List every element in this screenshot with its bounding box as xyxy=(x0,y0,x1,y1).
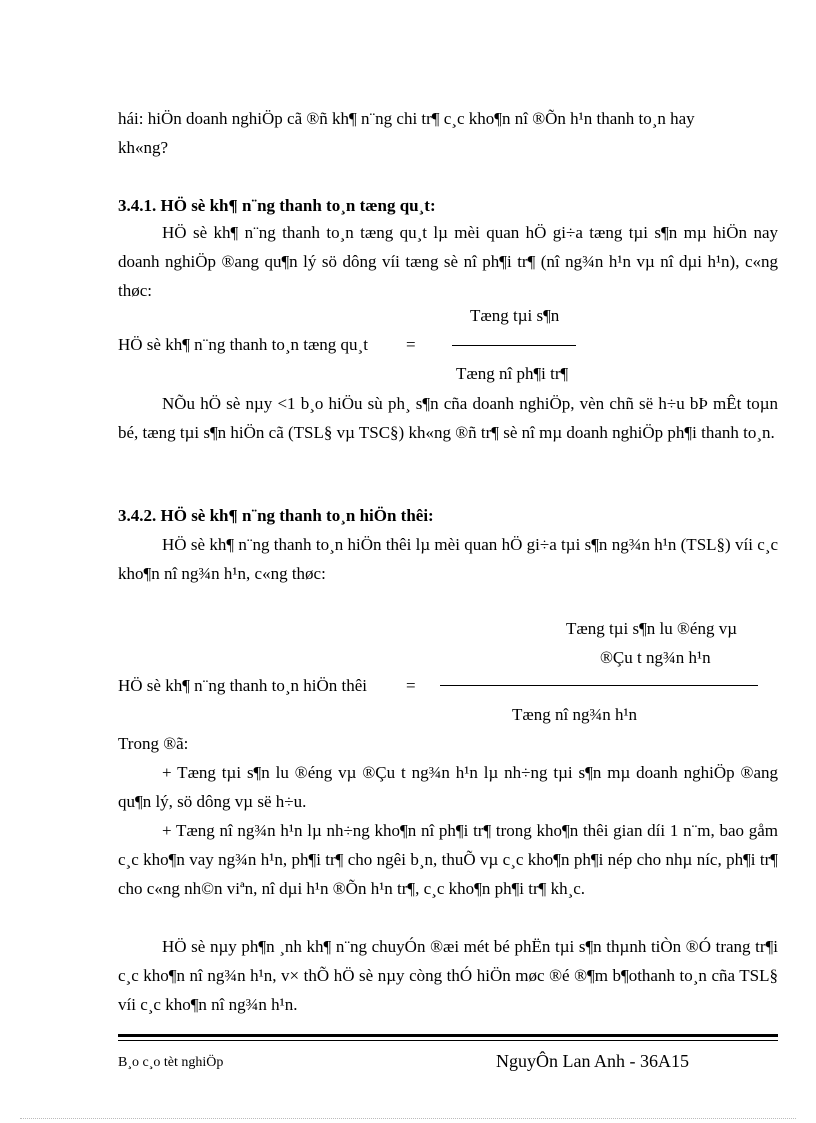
formula1-denominator: Tæng nî ph¶i tr¶ xyxy=(456,364,569,383)
trong-do-label: Trong ®ã: xyxy=(118,734,189,753)
page-bottom-dotted-edge xyxy=(20,1118,796,1119)
formula2-numerator-line-2: ®Çu t ng¾n h¹n xyxy=(600,648,711,667)
formula2-numerator-line-1: Tæng tµi s¶n lu ®éng vµ xyxy=(566,619,738,638)
bullet-1: + Tæng tµi s¶n lu ®éng vµ ®Çu t ng¾n h¹n lµ nh÷ng tµi s¶n mµ doanh nghiÖp ®ang qu¶n lý, sö dông vµ së h÷u. xyxy=(118,763,778,811)
section2-paragraph-2: HÖ sè nµy ph¶n ¸nh kh¶ n¨ng chuyÓn ®æi mét bé phËn tµi s¶n thµnh tiÒn ®Ó trang tr¶i c¸c kho¶n nî ng¾n h¹n, v× thÕ hÖ sè nµy còng thÓ hiÖn møc ®é ®¶m b¶othanh to¸n cña TSL§ víi c¸c kho¶n nî ng¾n h¹n. xyxy=(118,937,778,1014)
intro-line-1: hái: hiÖn doanh nghiÖp cã ®ñ kh¶ n¨ng chi tr¶ c¸c kho¶n nî ®Õn h¹n thanh to¸n hay xyxy=(118,109,695,128)
section-heading-3-4-1: 3.4.1. HÖ sè kh¶ n¨ng thanh to¸n tæng qu¸t: xyxy=(118,196,436,215)
formula1-numerator: Tæng tµi s¶n xyxy=(470,306,560,325)
section2-paragraph-1: HÖ sè kh¶ n¨ng thanh to¸n hiÖn thêi lµ mèi quan hÖ gi÷a tµi s¶n ng¾n h¹n (TSL§) víi c¸c kho¶n nî ng¾n h¹n, c«ng thøc: xyxy=(118,535,778,583)
formula2-denominator: Tæng nî ng¾n h¹n xyxy=(512,705,638,724)
footer-rule-thin xyxy=(118,1040,778,1041)
footer-rule-thick xyxy=(118,1034,778,1037)
intro-paragraph xyxy=(118,104,778,162)
bullet-2: + Tæng nî ng¾n h¹n lµ nh÷ng kho¶n nî ph¶i tr¶ trong kho¶n thêi gian díi 1 n¨m, bao gåm c¸c kho¶n vay ng¾n h¹n, ph¶i tr¶ cho ngêi b¸n, thuÕ vµ c¸c kho¶n ph¶i nép cho nhµ níc, ph¶i tr¶ cho c«ng nh©n viªn, nî dµi h¹n ®Õn h¹n tr¶, c¸c kho¶n ph¶i tr¶ kh¸c. xyxy=(118,821,778,898)
section1-paragraph-1: HÖ sè kh¶ n¨ng thanh to¸n tæng qu¸t lµ mèi quan hÖ gi÷a tæng tµi s¶n mµ hiÖn nay doanh nghiÖp ®ang qu¶n lý sö dông víi tæng sè nî ph¶i tr¶ (nî ng¾n h¹n vµ nî dµi h¹n), c«ng thøc: xyxy=(118,223,778,300)
footer-right-text: NguyÔn Lan Anh - 36A15 xyxy=(496,1051,689,1071)
section1-paragraph-2: NÕu hÖ sè nµy <1 b¸o hiÖu sù ph¸ s¶n cña doanh nghiÖp, vèn chñ së h÷u bÞ mÊt toµn bé, tæng tµi s¶n hiÖn cã (TSL§ vµ TSC§) kh«ng ®ñ tr¶ sè nî mµ doanh nghiÖp ph¶i thanh to¸n. xyxy=(118,394,778,442)
formula1-label: HÖ sè kh¶ n¨ng thanh to¸n tæng qu¸t xyxy=(118,335,368,354)
formula2-equals: = xyxy=(406,676,416,695)
formula1-equals: = xyxy=(406,335,416,354)
formula2-label: HÖ sè kh¶ n¨ng thanh to¸n hiÖn thêi xyxy=(118,676,367,695)
footer-left-text: B¸o c¸o tèt nghiÖp xyxy=(118,1055,224,1070)
formula2-fraction-line xyxy=(440,685,758,686)
intro-line-2: kh«ng? xyxy=(118,138,169,157)
formula1-fraction-line xyxy=(452,345,576,346)
section-heading-3-4-2: 3.4.2. HÖ sè kh¶ n¨ng thanh to¸n hiÖn thêi: xyxy=(118,506,434,525)
